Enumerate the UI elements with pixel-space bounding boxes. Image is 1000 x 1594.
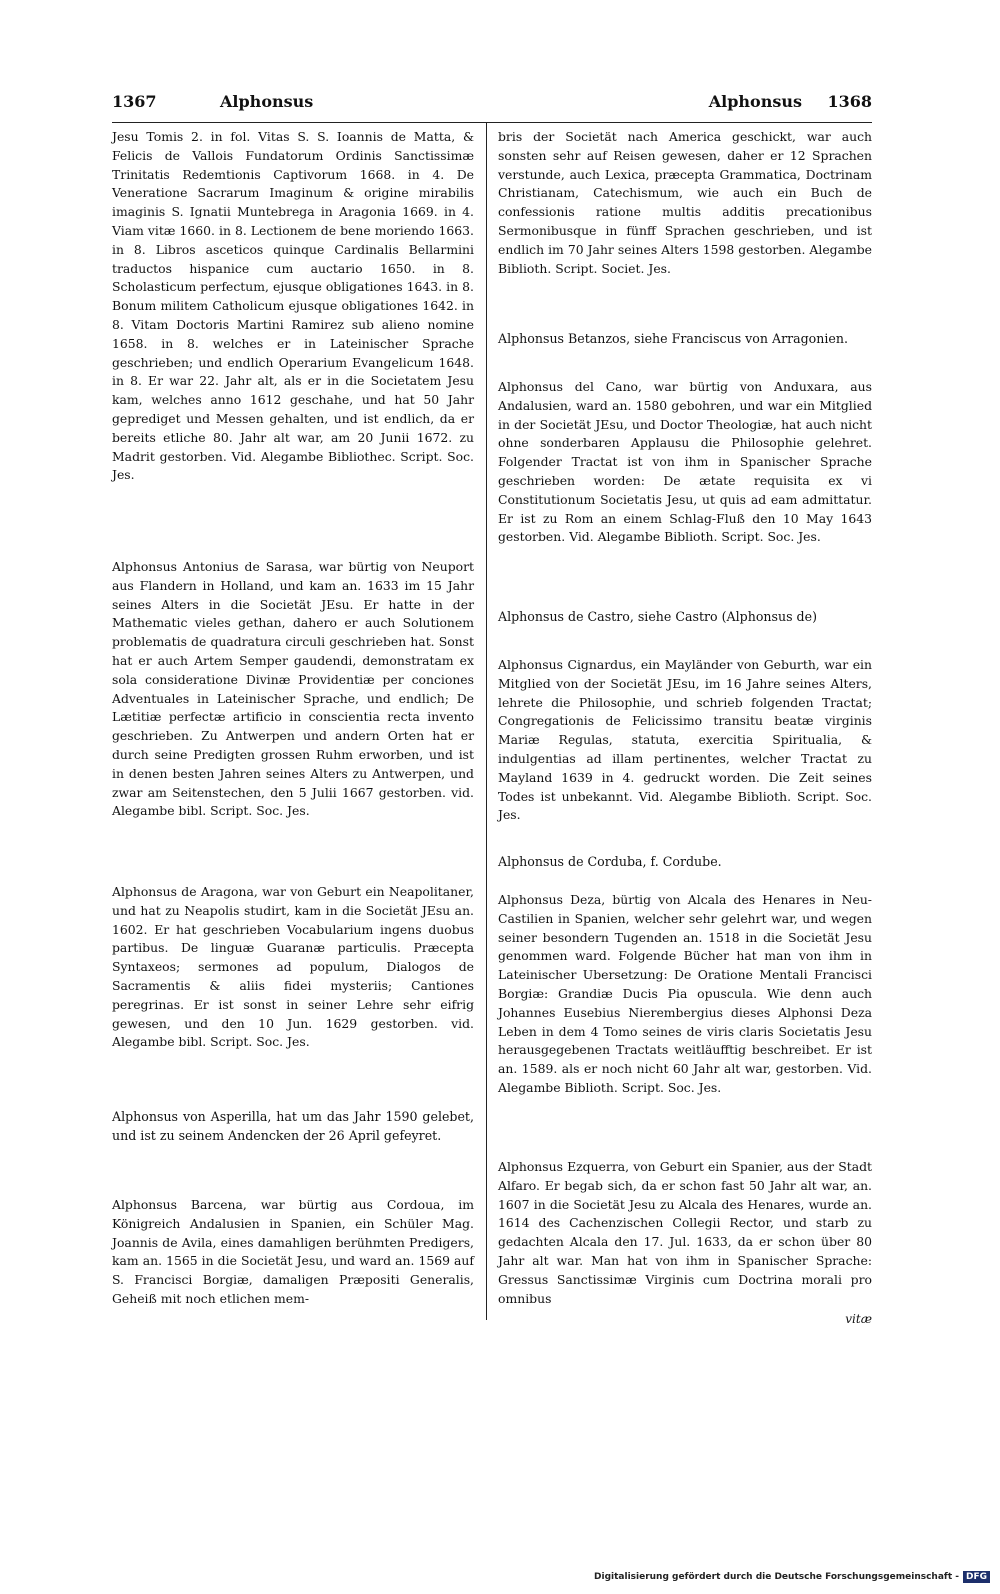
entry-alphonsus-betanzos: Alphonsus Betanzos, siehe Franciscus von Arragonien. [498,331,848,346]
column-divider [486,122,487,1320]
dfg-logo: DFG [963,1571,990,1583]
entry-continuation-left: Jesu Tomis 2. in fol. Vitas S. S. Ioannis de Matta, & Felicis de Vallois Fundatorum Ordinis Sanctissimæ Trinitatis Redemtionis Captivorum 1668. in 4. De Veneratione Sacrarum Imaginum & origine mirabilis imaginis S. Ignatii Muntebrega in Aragonia 1669. in 4. Viam vitæ 1660. in 8. Lectionem de bene moriendo 1663. in 8. Libros asceticos quinque Cardinalis Bellarmini traductos hispanice cum auctario 1650. in 8. Scholasticum perfectum, ejusque obligationes 1643. in 8. Bonum militem Catholicum ejusque obligationes 1642. in 8. Vitam Doctoris Martini Ramirez sub alieno nomine 1658. in 8. welches er in Lateinischer Sprache geschrieben; und endlich Operarium Evangelicum 1648. in 8. Er war 22. Jahr alt, als er in die Societatem Jesu kam, welches anno 1612 geschahe, und hat 50 Jahr geprediget und Messen gehalten, und ist endlich, da er bereits etliche 80. Jahr alt war, am 20 Junii 1672. zu Madrit gestorben. Vid. Alegambe Bibliothec. Script. Soc. Jes. [112,129,474,483]
running-title-right: Alphonsus [708,92,802,111]
entry-continuation-right: bris der Societät nach America geschickt, war auch sonsten sehr auf Reisen gewesen, daher er 12 Sprachen verstunde, auch Lexica, præcepta Grammatica, Doctrinam Christianam, Catechismum, wie auch ein Buch de confessionis ratione multis additis precationibus Sermonibusque in fünff Sprachen geschrieben, und ist endlich im 70 Jahr seines Alters 1598 gestorben. Alegambe Biblioth. Script. Societ. Jes. [498,129,872,276]
entry-alphonsus-barcena: Alphonsus Barcena, war bürtig aus Cordoua, im Königreich Andalusien in Spanien, ein Schüler Mag. Joannis de Avila, eines damahligen berühmten Predigers, kam an. 1565 in die Societät Jesu, und ward an. 1569 auf S. Francisci Borgiæ, damaligen Præpositi Generalis, Geheiß mit noch etlichen mem- [112,1197,474,1306]
entry-alphonsus-de-corduba: Alphonsus de Corduba, f. Cordube. [498,854,722,869]
page-number-right: 1368 [827,92,872,111]
entry-alphonsus-von-asperilla: Alphonsus von Asperilla, hat um das Jahr 1590 gelebet, und ist zu seinem Andencken der 26 April gefeyret. [112,1109,474,1143]
header-rule [112,122,872,123]
running-header [112,92,872,122]
entry-alphonsus-deza: Alphonsus Deza, bürtig von Alcala des Henares in Neu-Castilien in Spanien, welcher sehr gelehrt war, und wegen seiner besondern Tugenden an. 1518 in die Societät Jesu genommen ward. Folgende Bücher hat man von ihm in Lateinischer Ubersetzung: De Oratione Mentali Francisci Borgiæ: Grandiæ Ducis Pia opuscula. Wie denn auch Johannes Eusebius Nierembergius dieses Alphonsi Deza Leben in dem 4 Tomo seines de viris claris Societatis Jesu herausgegebenen Tractats weitläufftig beschreibet. Er ist an. 1589. als er noch nicht 60 Jahr alt war, gestorben. Vid. Alegambe Biblioth. Script. Soc. Jes. [498,892,872,1095]
entry-alphonsus-cignardus: Alphonsus Cignardus, ein Mayländer von Geburth, war ein Mitglied von der Societät JEsu, im 16 Jahre seines Alters, lehrete die Philosophie, und schrieb folgenden Tractat; Congregationis de Felicissimo transitu beatæ virginis Mariæ Regulas, statuta, exercitia Spiritualia, & indulgentias ad illam pertinentes, welcher Tractat zu Mayland 1639 in 4. gedruckt worden. Die Zeit seines Todes ist unbekannt. Vid. Alegambe Biblioth. Script. Soc. Jes. [498,657,872,823]
running-title-left: Alphonsus [220,92,314,111]
page-number-left: 1367 [112,92,157,111]
entry-alphonsus-de-aragona: Alphonsus de Aragona, war von Geburt ein Neapolitaner, und hat zu Neapolis studirt, kam in die Societät JEsu an. 1602. Er hat geschrieben Vocabularium ingens duobus partibus. De linguæ Guaranæ particulis. Præcepta Syntaxeos; sermones ad populum, Dialogos de Sacramentis & aliis fidei mysteriis; Cantiones peregrinas. Er ist sonst in seiner Lehre sehr eifrig gewesen, und den 10 Jun. 1629 gestorben. vid. Alegambe bibl. Script. Soc. Jes. [112,884,474,1050]
credit-text: Digitalisierung gefördert durch die Deutsche Forschungsgemeinschaft - [594,1572,959,1582]
digitization-credit [594,1568,990,1586]
catchword: vitæ [845,1312,872,1326]
entry-alphonsus-ezquerra: Alphonsus Ezquerra, von Geburt ein Spanier, aus der Stadt Alfaro. Er begab sich, da er schon fast 50 Jahr alt war, an. 1607 in die Societät Jesu zu Alcala des Henares, wurde an. 1614 des Cachenzischen Collegii Rector, und starb zu gedachten Alcala den 17. Jul. 1633, da er schon über 80 Jahr alt war. Man hat von ihm in Spanischer Sprache: Gressus Sanctissimæ Virginis cum Doctrina morali pro omnibus [498,1159,872,1306]
entry-alphonsus-del-cano: Alphonsus del Cano, war bürtig von Anduxara, aus Andalusien, ward an. 1580 gebohren, und war ein Mitglied in der Societät JEsu, und Doctor Theologiæ, hat auch nicht ohne sonderbaren Applausu die Philosophie gelehret. Folgender Tractat ist von ihm in Spanischer Sprache geschrieben worden: De ætate requisita ex vi Constitutionum Societatis Jesu, ut quis ad eam admittatur. Er ist zu Rom an einem Schlag-Fluß den 10 May 1643 gestorben. Vid. Alegambe Biblioth. Script. Soc. Jes. [498,379,872,545]
entry-alphonsus-de-castro: Alphonsus de Castro, siehe Castro (Alphonsus de) [498,609,817,624]
entry-alphonsus-antonius-de-sarasa: Alphonsus Antonius de Sarasa, war bürtig von Neuport aus Flandern in Holland, und kam an. 1633 im 15 Jahr seines Alters in die Societät JEsu. Er hatte in der Mathematic vieles gethan, dahero er auch Solutionem problematis de quadratura circuli geschrieben hat. Sonst hat er auch Artem Semper gaudendi, demonstratam ex sola consideratione Divinæ Providentiæ per conciones Adventuales in Lateinischer Sprache, und endlich; De Lætitiæ perfectæ artificio in conscientia recta invento geschrieben. Zu Antwerpen und andern Orten hat er durch seine Predigten grossen Ruhm erworben, und ist in denen besten Jahren seines Alters zu Antwerpen, und zwar am Seitenstechen, den 5 Julii 1667 gestorben. vid. Alegambe bibl. Script. Soc. Jes. [112,559,474,819]
